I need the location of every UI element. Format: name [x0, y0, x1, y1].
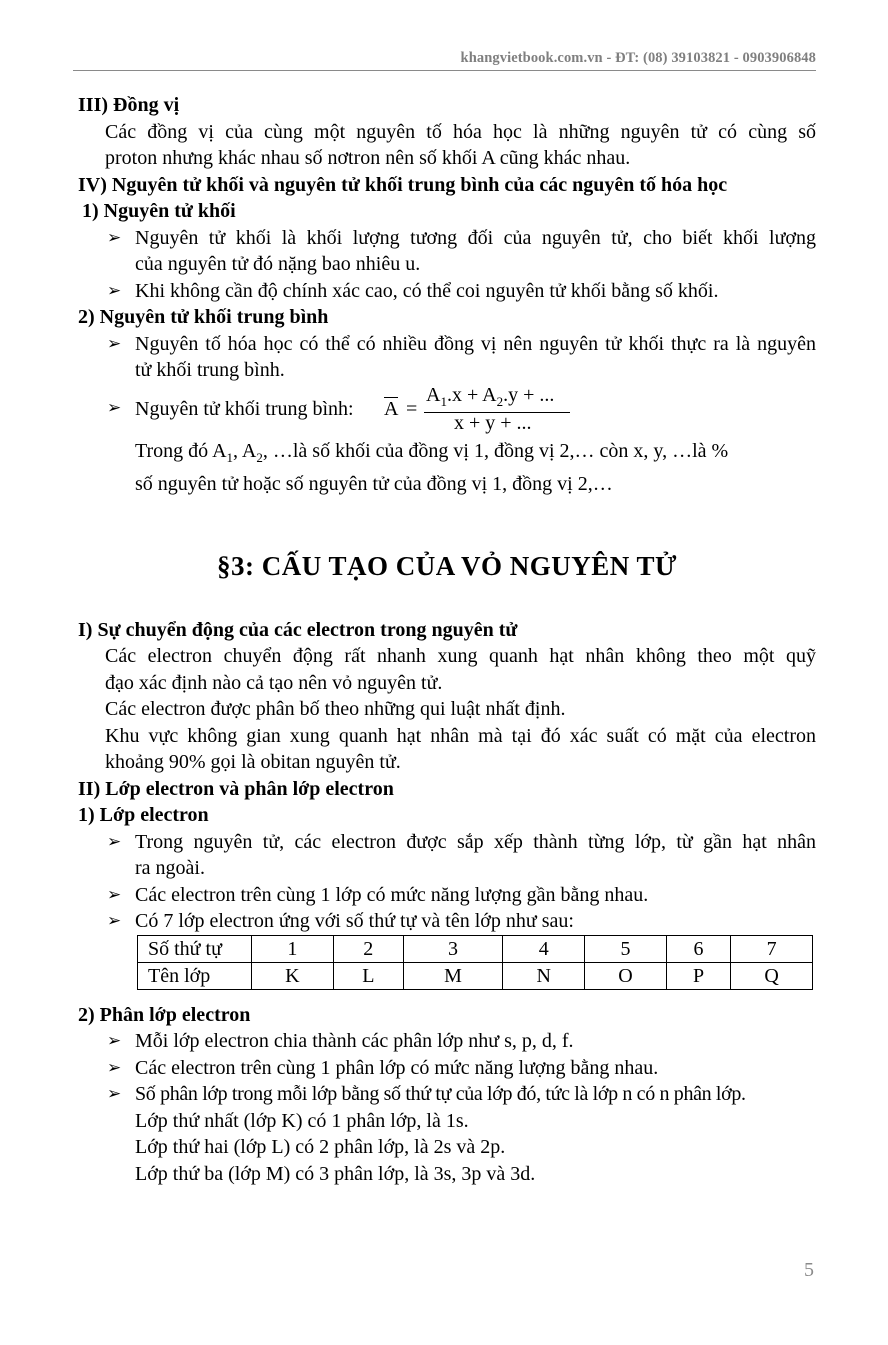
table-row	[138, 935, 813, 962]
bullet-arrow-icon: ➢	[107, 1057, 122, 1077]
heading-atomic-mass: IV) Nguyên tử khối và nguyên tử khối trung bình của các nguyên tố hóa học	[78, 173, 728, 196]
paragraph-line: đạo xác định nào cả tạo nên vỏ nguyên tử.	[105, 671, 443, 694]
table-cell: 7	[731, 935, 813, 962]
table-cell: 4	[503, 935, 585, 962]
table-cell: Q	[731, 962, 813, 989]
table-cell: O	[585, 962, 667, 989]
table-header-cell: Số thứ tự	[138, 935, 252, 962]
header-contact: - ĐT: (08) 39103821 - 0903906848	[602, 50, 816, 66]
bullet-arrow-icon: ➢	[107, 397, 122, 417]
bullet-arrow-icon: ➢	[107, 884, 122, 904]
sublayer-line: Lớp thứ nhất (lớp K) có 1 phân lớp, là 1s.	[135, 1109, 469, 1132]
table-cell: 6	[666, 935, 730, 962]
table-cell: 2	[333, 935, 403, 962]
table-row	[138, 962, 813, 989]
bullet-arrow-icon: ➢	[107, 280, 122, 300]
page-content	[78, 92, 816, 1187]
table-cell: 5	[585, 935, 667, 962]
subheading-average-atomic-mass: 2) Nguyên tử khối trung bình	[78, 306, 329, 328]
bullet-item: ➢ Các electron trên cùng 1 phân lớp có mức năng lượng bằng nhau.	[78, 1055, 816, 1082]
bullet-item: ➢ Mỗi lớp electron chia thành các phân lớp như s, p, d, f.	[78, 1028, 816, 1055]
bullet-arrow-icon: ➢	[107, 1084, 121, 1103]
formula-numerator: $A_1.x + A_2.y$ + ...	[426, 383, 555, 409]
bullet-item: ➢ Nguyên tử khối là khối lượng tương đối của nguyên tử, cho biết khối lượng	[78, 225, 816, 252]
bullet-continuation: ra ngoài.	[135, 857, 205, 879]
bullet-arrow-icon: ➢	[107, 1031, 122, 1050]
bullet-arrow-icon: ➢	[107, 831, 122, 851]
electron-layer-table	[137, 935, 813, 990]
paragraph-line: Các đồng vị của cùng một nguyên tố hóa học là những nguyên tử có cùng số	[105, 120, 816, 143]
heading-isotopes: III) Đồng vị	[78, 94, 180, 116]
bullet-continuation: tử khối trung bình.	[135, 359, 285, 381]
table-cell: K	[252, 962, 334, 989]
paragraph-line: Các electron được phân bố theo những qui luật nhất định.	[105, 698, 566, 720]
subheading-electron-sublayer: 2) Phân lớp electron	[78, 1003, 251, 1026]
table-cell: P	[666, 962, 730, 989]
formula-denominator: x + y + ...	[454, 411, 532, 434]
table-cell: N	[503, 962, 585, 989]
header-site: khangvietbook.com.vn	[460, 50, 603, 66]
formula-explanation: số nguyên tử hoặc số nguyên tử của đồng vị 1, đồng vị 2,…	[135, 473, 613, 495]
sublayer-line: Lớp thứ hai (lớp L) có 2 phân lớp, là 2s và 2p.	[135, 1136, 506, 1158]
bullet-arrow-icon: ➢	[107, 333, 122, 353]
formula-equals: =	[406, 397, 418, 420]
table-cell: 1	[252, 935, 334, 962]
bullet-continuation: của nguyên tử đó nặng bao nhiêu u.	[135, 253, 421, 275]
sublayer-line: Lớp thứ ba (lớp M) có 3 phân lớp, là 3s, 3p và 3d.	[135, 1162, 536, 1185]
section-title: §3: CẤU TẠO CỦA VỎ NGUYÊN TỬ	[216, 550, 678, 581]
formula-explanation: Trong đó $A_1$, $A_2$, …là số khối của đồng vị 1, đồng vị 2,… còn x, y, …là %	[135, 439, 729, 465]
paragraph-line: Khu vực không gian xung quanh hạt nhân mà tại đó xác suất có mặt của electron	[105, 724, 816, 747]
formula-lhs: A	[384, 397, 399, 420]
subheading-atomic-mass: 1) Nguyên tử khối	[82, 200, 236, 222]
bullet-item: ➢ Có 7 lớp electron ứng với số thứ tự và tên lớp như sau:	[78, 908, 816, 935]
page-header	[461, 50, 816, 67]
page-number: 5	[804, 1259, 814, 1281]
heading-electron-motion: I) Sự chuyển động của các electron trong nguyên tử	[78, 618, 518, 641]
table-cell: L	[333, 962, 403, 989]
bullet-item: ➢ Khi không cần độ chính xác cao, có thể coi nguyên tử khối bằng số khối.	[78, 278, 816, 305]
subheading-electron-layer: 1) Lớp electron	[78, 804, 209, 826]
bullet-item: ➢ Trong nguyên tử, các electron được sắp xếp thành từng lớp, từ gần hạt nhân	[78, 829, 816, 856]
table-header-cell: Tên lớp	[138, 962, 252, 989]
paragraph-line: khoảng 90% gọi là obitan nguyên tử.	[105, 751, 401, 773]
formula-row	[78, 384, 816, 440]
table-cell: M	[403, 962, 503, 989]
header-divider	[73, 70, 816, 71]
paragraph-line: proton nhưng khác nhau số nơtron nên số khối A cũng khác nhau.	[105, 147, 631, 169]
bullet-arrow-icon: ➢	[107, 227, 122, 247]
bullet-arrow-icon: ➢	[107, 911, 122, 930]
bullet-item: ➢ Nguyên tố hóa học có thể có nhiều đồng vị nên nguyên tử khối thực ra là nguyên	[78, 331, 816, 358]
formula-label: Nguyên tử khối trung bình:	[135, 397, 354, 420]
table-cell: 3	[403, 935, 503, 962]
paragraph-line: Các electron chuyển động rất nhanh xung quanh hạt nhân không theo một quỹ	[105, 645, 816, 667]
bullet-item: ➢ Các electron trên cùng 1 lớp có mức năng lượng gần bằng nhau.	[78, 882, 816, 909]
heading-electron-layers: II) Lớp electron và phân lớp electron	[78, 777, 394, 800]
bullet-item: ➢ Số phân lớp trong mỗi lớp bằng số thứ tự của lớp đó, tức là lớp n có n phân lớp.	[78, 1081, 816, 1108]
